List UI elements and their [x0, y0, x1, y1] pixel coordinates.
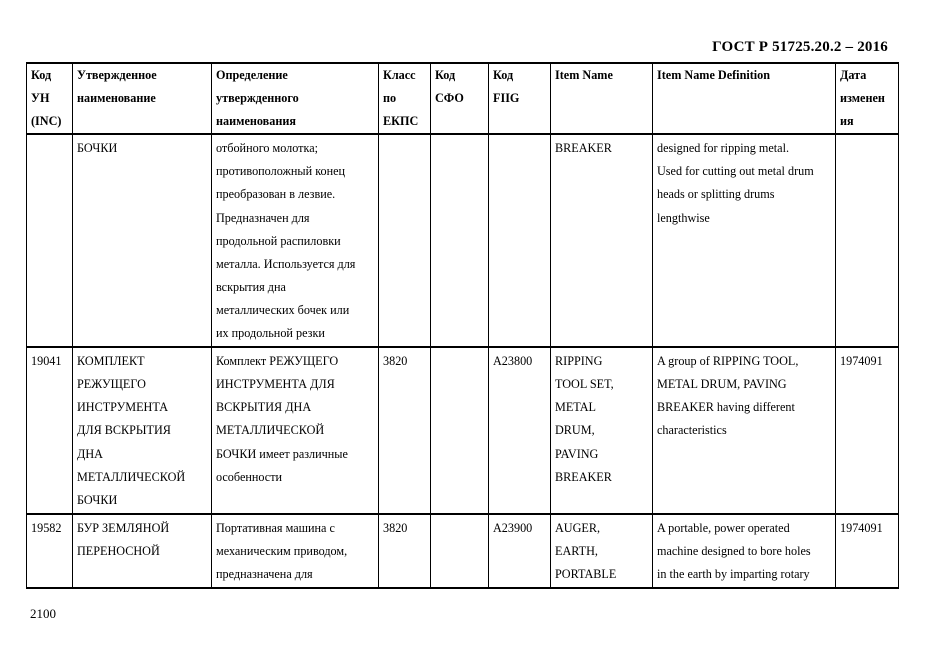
- cell-line: Used for cutting out metal drum: [657, 164, 814, 179]
- cell-line: МЕТАЛЛИЧЕСКОЙ: [77, 469, 186, 484]
- cell-line: ДНА: [77, 446, 103, 461]
- header-cell-class: [379, 63, 431, 134]
- cell-line: ИНСТРУМЕНТА: [77, 400, 169, 415]
- cell-line: A23900: [493, 520, 533, 535]
- header-cell-inc: [27, 63, 73, 134]
- cell-line: in the earth by imparting rotary: [657, 566, 810, 581]
- cell-line: machine designed to bore holes: [657, 543, 811, 558]
- cell-name-ru: [73, 514, 212, 588]
- cell-line: Код: [493, 68, 514, 82]
- header-cell-name-ru: [73, 63, 212, 134]
- cell-definition-ru: [212, 514, 379, 588]
- cell-line: 19041: [31, 354, 62, 369]
- cell-sfo: [431, 514, 489, 588]
- cell-line: Код: [435, 68, 456, 82]
- cell-inc: [27, 514, 73, 588]
- cell-line: вскрытия дна: [216, 279, 286, 294]
- cell-line: 3820: [383, 520, 408, 535]
- header-cell-definition-en: [653, 63, 836, 134]
- cell-line: СФО: [435, 91, 464, 106]
- cell-line: особенности: [216, 469, 283, 484]
- cell-line: AUGER,: [555, 520, 601, 535]
- cell-line: BREAKER having different: [657, 400, 795, 415]
- cell-line: Item Name Definition: [657, 68, 771, 82]
- cell-name-ru: [73, 347, 212, 514]
- cell-line: Класс: [383, 68, 416, 82]
- cell-line: РЕЖУЩЕГО: [77, 377, 146, 392]
- cell-line: 3820: [383, 354, 408, 369]
- table-row: [27, 134, 899, 347]
- header-cell-date: [836, 63, 899, 134]
- table-row: [27, 514, 899, 588]
- cell-name-ru: [73, 134, 212, 347]
- cell-line: A23800: [493, 354, 533, 369]
- cell-line: ВСКРЫТИЯ ДНА: [216, 400, 312, 415]
- cell-line: Комплект РЕЖУЩЕГО: [216, 354, 339, 369]
- cell-line: lengthwise: [657, 210, 710, 225]
- cell-line: ДЛЯ ВСКРЫТИЯ: [77, 423, 171, 438]
- header-cell-fiig: [489, 63, 551, 134]
- cell-fiig: [489, 514, 551, 588]
- cell-line: изменен: [840, 91, 885, 106]
- cell-line: Дата: [840, 68, 867, 82]
- cell-line: БОЧКИ: [77, 141, 118, 156]
- cell-line: A portable, power operated: [657, 520, 790, 535]
- header-cell-sfo: [431, 63, 489, 134]
- cell-line: FIIG: [493, 91, 520, 106]
- cell-line: characteristics: [657, 423, 727, 438]
- cell-line: ия: [840, 114, 854, 129]
- cell-class: [379, 134, 431, 347]
- cell-line: БУР ЗЕМЛЯНОЙ: [77, 520, 170, 535]
- cell-item-name: [551, 347, 653, 514]
- table-header-row: [27, 63, 899, 134]
- cell-line: ПЕРЕНОСНОЙ: [77, 543, 160, 558]
- document-standard-header: ГОСТ Р 51725.20.2 – 2016: [712, 39, 888, 55]
- cell-line: PORTABLE: [555, 566, 617, 581]
- cell-line: EARTH,: [555, 543, 598, 558]
- cell-line: ЕКПС: [383, 114, 419, 129]
- cell-date: [836, 514, 899, 588]
- cell-sfo: [431, 134, 489, 347]
- cell-item-name: [551, 134, 653, 347]
- cell-definition-en: [653, 514, 836, 588]
- cell-line: Утвержденное: [77, 68, 157, 82]
- cell-line: продольной распиловки: [216, 233, 341, 248]
- cell-line: METAL DRUM, PAVING: [657, 377, 787, 392]
- cell-line: УН: [31, 91, 50, 106]
- cell-definition-en: [653, 347, 836, 514]
- cell-line: преобразован в лезвие.: [216, 187, 336, 202]
- cell-line: TOOL SET,: [555, 377, 614, 392]
- cell-line: механическим приводом,: [216, 543, 348, 558]
- cell-line: BREAKER: [555, 141, 612, 156]
- cell-line: БОЧКИ имеет различные: [216, 446, 348, 461]
- cell-line: КОМПЛЕКТ: [77, 354, 145, 369]
- cell-line: предназначена для: [216, 566, 313, 581]
- cell-line: Определение: [216, 68, 288, 82]
- cell-sfo: [431, 347, 489, 514]
- cell-line: их продольной резки: [216, 326, 325, 341]
- cell-line: METAL: [555, 400, 596, 415]
- cell-line: отбойного молотка;: [216, 141, 319, 156]
- cell-class: [379, 347, 431, 514]
- cell-fiig: [489, 347, 551, 514]
- classification-table: [26, 62, 899, 589]
- table-row: [27, 347, 899, 514]
- cell-line: наименование: [77, 91, 156, 106]
- header-cell-item-name: [551, 63, 653, 134]
- cell-line: Item Name: [555, 68, 613, 82]
- cell-line: Портативная машина с: [216, 520, 335, 535]
- cell-line: 19582: [31, 520, 62, 535]
- cell-definition-en: [653, 134, 836, 347]
- cell-line: металлических бочек или: [216, 302, 350, 317]
- cell-line: Код: [31, 68, 52, 82]
- cell-inc: [27, 134, 73, 347]
- cell-line: БОЧКИ: [77, 492, 118, 507]
- cell-line: противоположный конец: [216, 164, 346, 179]
- cell-line: 1974091: [840, 354, 883, 369]
- cell-line: утвержденного: [216, 91, 299, 106]
- cell-line: по: [383, 91, 397, 106]
- cell-line: PAVING: [555, 446, 599, 461]
- cell-line: RIPPING: [555, 354, 603, 369]
- cell-line: металла. Используется для: [216, 256, 356, 271]
- cell-line: DRUM,: [555, 423, 595, 438]
- cell-line: BREAKER: [555, 469, 612, 484]
- cell-line: МЕТАЛЛИЧЕСКОЙ: [216, 423, 325, 438]
- cell-line: наименования: [216, 114, 296, 129]
- header-cell-definition-ru: [212, 63, 379, 134]
- cell-line: heads or splitting drums: [657, 187, 775, 202]
- cell-fiig: [489, 134, 551, 347]
- cell-line: A group of RIPPING TOOL,: [657, 354, 799, 369]
- cell-definition-ru: [212, 134, 379, 347]
- cell-line: (INC): [31, 114, 62, 129]
- cell-line: 1974091: [840, 520, 883, 535]
- cell-date: [836, 134, 899, 347]
- cell-date: [836, 347, 899, 514]
- cell-line: designed for ripping metal.: [657, 141, 789, 156]
- cell-line: Предназначен для: [216, 210, 310, 225]
- cell-item-name: [551, 514, 653, 588]
- cell-line: ИНСТРУМЕНТА ДЛЯ: [216, 377, 335, 392]
- page-number: 2100: [30, 606, 56, 621]
- cell-definition-ru: [212, 347, 379, 514]
- cell-class: [379, 514, 431, 588]
- cell-inc: [27, 347, 73, 514]
